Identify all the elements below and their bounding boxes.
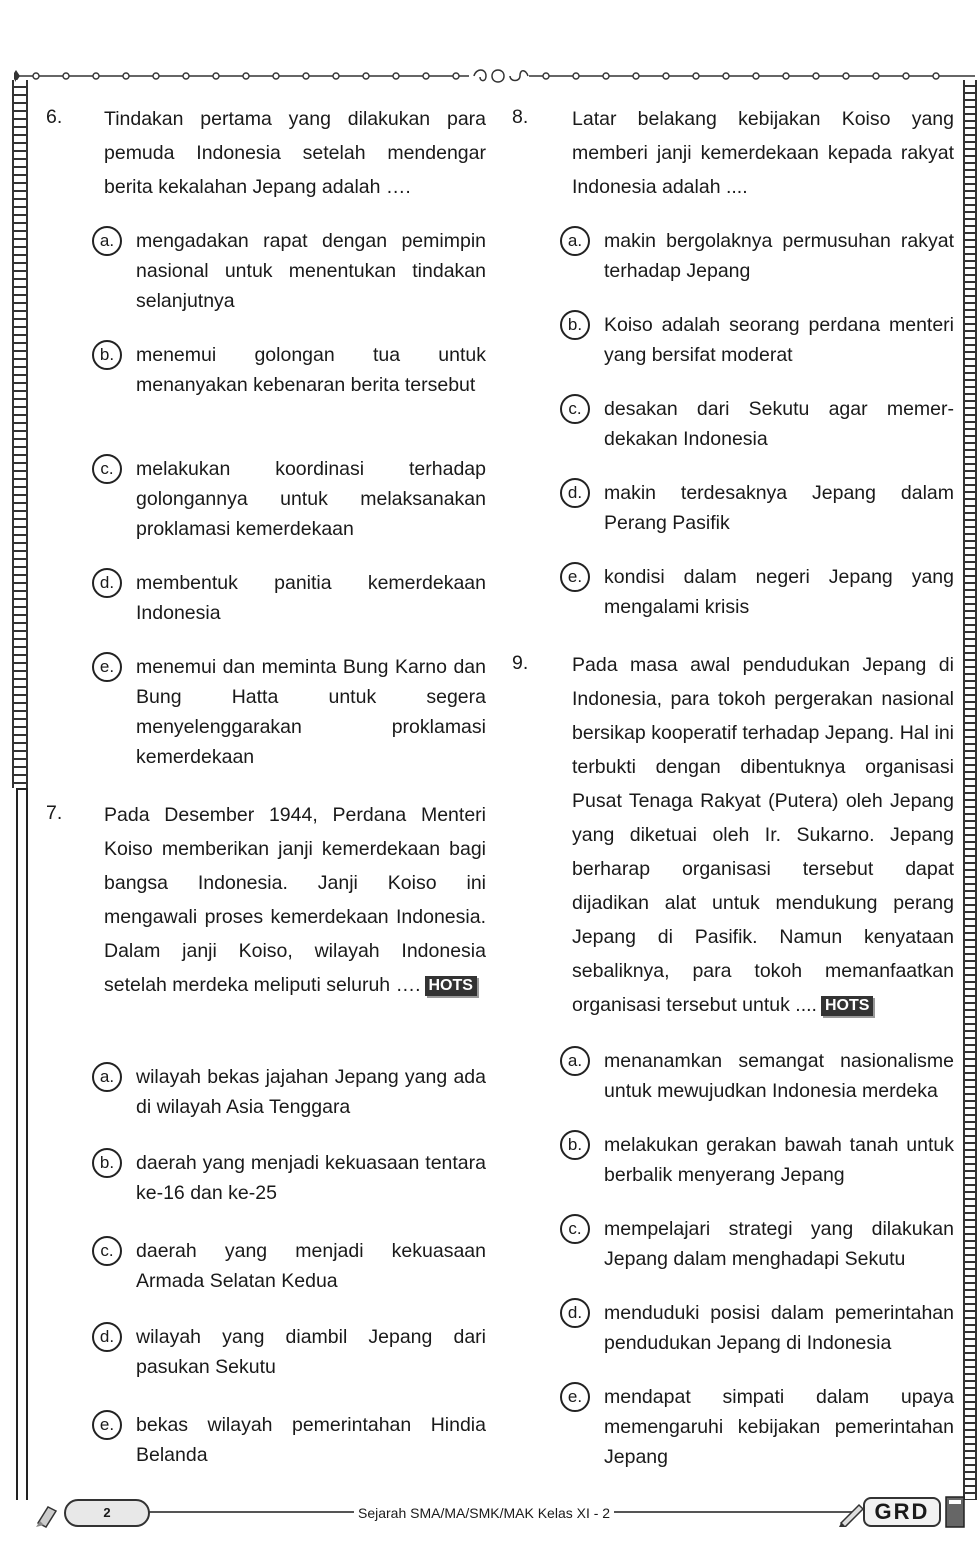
option-letter-badge: d. [92,1322,122,1352]
publisher-logo: GRD [863,1497,941,1527]
option-letter-badge: b. [560,310,590,340]
option-text: mendapat simpati dalam upaya memengaruhi kebijakan pemerintahan Jepang [604,1386,954,1468]
book-icon [943,1495,969,1531]
question-text [104,798,486,1002]
option-letter-badge: e. [92,652,122,682]
option-text: wilayah yang diambil Jepang dari pasukan Sekutu [136,1326,486,1378]
option-text: menemui dan meminta Bung Karno dan Bung Hatta untuk segera menyelenggarakan proklamasi kemerdekaan [136,656,486,768]
top-ornament-rule [14,68,975,88]
option-text: membentuk panitia kemerdekaan Indonesia [136,572,486,624]
option-text: melakukan gerakan bawah tanah untuk berbalik menyerang Jepang [604,1134,954,1186]
question-number: 8. [512,106,529,128]
left-column-bar [16,788,28,1500]
page-footer [34,1495,971,1531]
option-text: Koiso adalah seorang perdana menteri yang bersifat moderat [604,314,954,366]
option-text: menemui golongan tua untuk menanyakan kebenaran berita tersebut [136,344,486,396]
option-text: desakan dari Sekutu agar memer-dekakan Indonesia [604,398,954,450]
option-letter-badge: e. [560,562,590,592]
question-text: Tindakan pertama yang dilakukan para pemuda Indonesia setelah mendengar berita kekalahan Jepang adalah …. [104,108,486,198]
option-letter-badge: b. [92,340,122,370]
option-text: mengadakan rapat dengan pemimpin nasional untuk menentukan tindakan selanjutnya [136,230,486,312]
page-number: 2 [64,1499,150,1527]
left-column [46,102,486,1482]
option-letter-badge: e. [92,1410,122,1440]
option-text: daerah yang menjadi kekuasaan tentara ke-16 dan ke-25 [136,1152,486,1204]
right-column [512,102,954,1482]
option-text: makin terdesaknya Jepang dalam Perang Pasifik [604,482,954,534]
option-text: bekas wilayah pemerintahan Hindia Belanda [136,1414,486,1466]
question-number: 9. [512,652,529,674]
question-body: Pada Desember 1944, Perdana Menteri Koiso memberikan janji kemerdekaan bagi bangsa Indonesia. Janji Koiso ini mengawali proses kemerdekaan Indonesia. Dalam janji Koiso, wilayah Indonesia setelah merdeka meliputi seluruh …. [104,804,486,996]
option-letter-badge: a. [560,1046,590,1076]
hots-badge: HOTS [821,996,873,1016]
left-film-border [12,80,28,788]
question-body: Pada masa awal pendudukan Jepang di Indonesia, para tokoh pergerakan nasional bersikap kooperatif terhadap Jepang. Hal ini terbukti dengan dibentuknya organisasi Pusat Tenaga Rakyat (Putera) oleh Jepang yang diketuai oleh Ir. Sukarno. Jepang berharap organisasi tersebut dapat dijadikan alat untuk mendukung perang Jepang di Pasifik. Namun kenyataan sebaliknya, para tokoh memanfaatkan organisasi tersebut untuk .... [572,654,954,1016]
option-text: menduduki posisi dalam pemerintahan pendudukan Jepang di Indonesia [604,1302,954,1354]
rocket-icon [34,1497,66,1529]
question-text: Latar belakang kebijakan Koiso yang memberi janji kemerdekaan kepada rakyat Indonesia adalah .... [572,108,954,198]
option-letter-badge: a. [92,226,122,256]
option-letter-badge: c. [92,454,122,484]
question-number: 7. [46,802,63,824]
option-letter-badge: d. [560,1298,590,1328]
option-text: melakukan koordinasi terhadap golongannya untuk melaksanakan proklamasi kemerdekaan [136,458,486,540]
option-letter-badge: b. [92,1148,122,1178]
option-text: mempelajari strategi yang dilakukan Jepang dalam menghadapi Sekutu [604,1218,954,1270]
option-letter-badge: d. [92,568,122,598]
option-letter-badge: a. [92,1062,122,1092]
option-text: wilayah bekas jajahan Jepang yang ada di wilayah Asia Tenggara [136,1066,486,1118]
option-letter-badge: a. [560,226,590,256]
option-text: daerah yang menjadi kekuasaan Armada Selatan Kedua [136,1240,486,1292]
question-number: 6. [46,106,63,128]
option-text: menanamkan semangat nasionalisme untuk mewujudkan Indonesia merdeka [604,1050,954,1102]
book-title: Sejarah SMA/MA/SMK/MAK Kelas XI - 2 [354,1503,614,1523]
option-text: kondisi dalam negeri Jepang yang mengalami krisis [604,566,954,618]
option-letter-badge: c. [560,394,590,424]
option-letter-badge: b. [560,1130,590,1160]
option-text: makin bergolaknya permusuhan rakyat terhadap Jepang [604,230,954,282]
option-letter-badge: c. [560,1214,590,1244]
option-letter-badge: d. [560,478,590,508]
option-letter-badge: c. [92,1236,122,1266]
hots-badge: HOTS [425,976,477,996]
question-text [572,648,954,1022]
right-film-border [963,80,977,1500]
option-letter-badge: e. [560,1382,590,1412]
